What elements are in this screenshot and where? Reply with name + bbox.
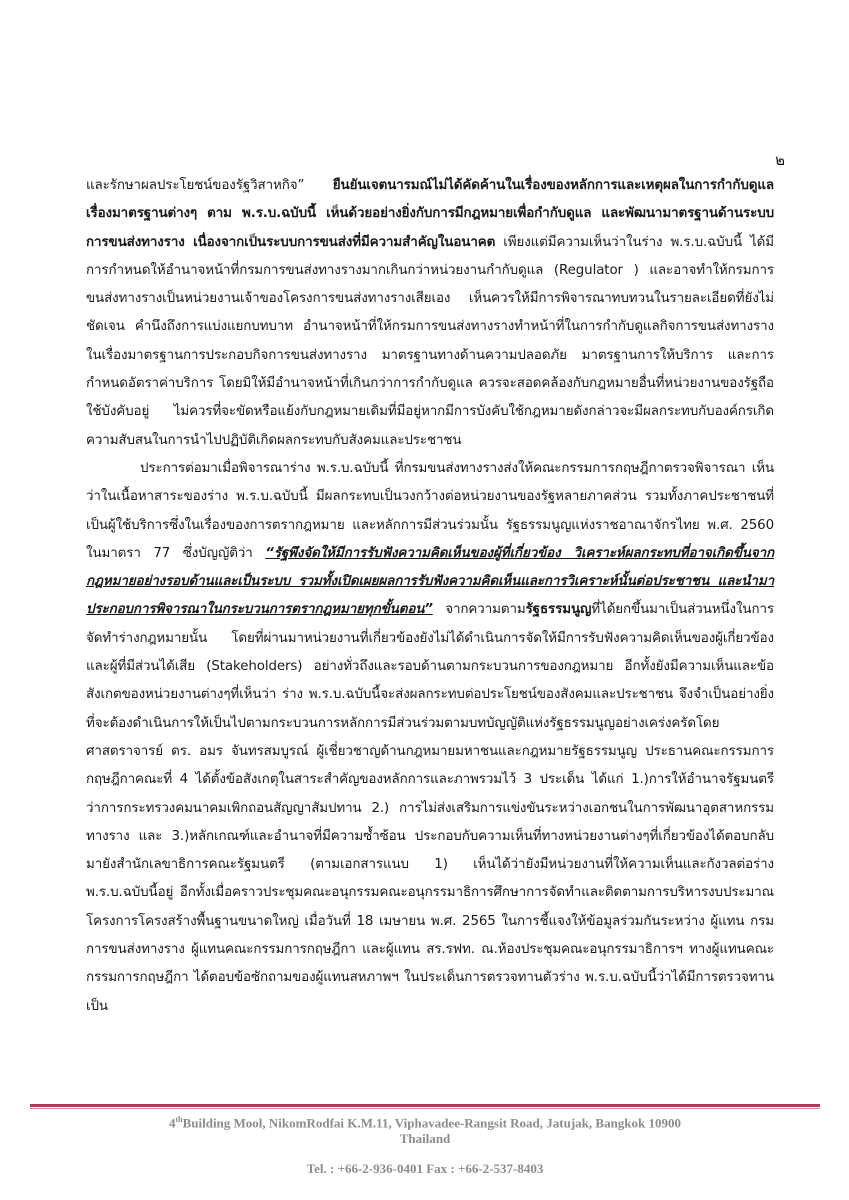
- footer-address: Building Mool, NikomRodfai K.M.11, Viphavadee-Rangsit Road, Jatujak, Bangkok 10900: [182, 1115, 682, 1131]
- footer-floor-suffix: th: [175, 1115, 183, 1124]
- footer-address-line: [60, 1112, 790, 1131]
- page-number: ๒: [775, 151, 785, 169]
- footer-divider-thin: [30, 1108, 820, 1109]
- footer-contact: Tel. : +66-2-936-0401 Fax : +66-2-537-8403: [306, 1161, 544, 1177]
- bold-text-run: รัฐธรรมนูญ: [525, 602, 592, 618]
- body-paragraph: [86, 455, 774, 1021]
- body-paragraph: [86, 172, 774, 455]
- text-run: เพียงแต่มีความเห็นว่าในร่าง พ.ร.บ.ฉบับนี้ ได้มีการกำหนดให้อำนาจหน้าที่กรมการขนส่งทางรางมากเกินกว่าหน่วยงานกำกับดูแล (Regulator ) และอาจทำให้กรมการขนส่งทางรางเป็นหน่วยงานเจ้าของโครงการขนส่งทางรางเสียเอง เห็นควรให้มีการพิจารณาทบทวนในรายละเอียดที่ยังไม่ชัดเจน คำนึงถึงการแบ่งแยกบทบาท อำนาจหน้าที่ให้กรมการขนส่งทางรางทำหน้าที่ในการกำกับดูแลกิจการขนส่งทางราง ในเรื่องมาตรฐานการประกอบกิจการขนส่งทางราง มาตรฐานทางด้านความปลอดภัย มาตรฐานการให้บริการ และการกำหนดอัตราค่าบริการ โดยมิให้มีอำนาจหน้าที่เกินกว่าการกำกับดูแล ควรจะสอดคล้องกับกฎหมายอื่นที่หน่วยงานของรัฐถือใช้บังคับอยู่ ไม่ควรที่จะขัดหรือแย้งกับกฎหมายเดิมที่มีอยู่หากมีการบังคับใช้กฎหมายดังกล่าวจะมีผลกระทบกับองค์กรเกิดความสับสนในการนำไปปฏิบัติเกิดผลกระทบกับสังคมและประชาชน: [86, 234, 774, 448]
- quoted-constitution-text: “รัฐพึงจัดให้มีการรับฟังความคิดเห็นของผู้ที่เกี่ยวข้อง วิเคราะห์ผลกระทบที่อาจเกิดขึ้นจากกฎหมายอย่างรอบด้านและเป็นระบบ รวมทั้งเปิดเผยผลการรับฟังความคิดเห็นและการวิเคราะห์นั้นต่อประชาชน และนำมาประกอบการพิจารณาในกระบวนการตรากฎหมายทุกขั้นตอน”: [86, 545, 774, 618]
- footer-country: Thailand: [399, 1131, 451, 1147]
- footer-divider: [30, 1104, 820, 1107]
- footer-floor-number: 4: [168, 1115, 176, 1131]
- letter-body: [86, 172, 774, 1021]
- text-run: และรักษาผลประโยชน์ของรัฐวิสาหกิจ”: [86, 178, 333, 193]
- text-run: ที่ได้ยกขึ้นมาเป็นส่วนหนึ่งในการจัดทำร่างกฎหมายนั้น โดยที่ผ่านมาหน่วยงานที่เกี่ยวข้องยังไม่ได้ดำเนินการจัดให้มีการรับฟังความคิดเห็นของผู้เกี่ยวข้องและผู้ที่มีส่วนได้เสีย (Stakeholders) อย่างทั่วถึงและรอบด้านตามกระบวนการของกฎหมาย อีกทั้งยังมีความเห็นและข้อสังเกตของหน่วยงานต่างๆที่เห็นว่า ร่าง พ.ร.บ.ฉบับนี้จะส่งผลกระทบต่อประโยชน์ของสังคมและประชาชน จึงจำเป็นอย่างยิ่งที่จะต้องดำเนินการให้เป็นไปตามกระบวนการหลักการมีส่วนร่วมตามบทบัญญัติแห่งรัฐธรรมนูญอย่างเคร่งครัดโดยศาสตราจารย์ ดร. อมร จันทรสมบูรณ์ ผู้เชี่ยวชาญด้านกฎหมายมหาชนและกฎหมายรัฐธรรมนูญ ประธานคณะกรรมการกฤษฎีกาคณะที่ 4 ได้ตั้งข้อสังเกตุในสาระสำคัญของหลักการและภาพรวมไว้ 3 ประเด็น ได้แก่ 1.)การให้อำนาจรัฐมนตรีว่าการกระทรวงคมนาคมเพิกถอนสัญญาสัมปทาน 2.) การไม่ส่งเสริมการแข่งขันระหว่างเอกชนในการพัฒนาอุตสาหกรรมทางราง และ 3.)หลักเกณฑ์และอำนาจที่มีความซ้ำซ้อน ประกอบกับความเห็นที่ทางหน่วยงานต่างๆที่เกี่ยวข้องได้ตอบกลับมายังสำนักเลขาธิการคณะรัฐมนตรี (ตามเอกสารแนบ 1) เห็นได้ว่ายังมีหน่วยงานที่ให้ความเห็นและกังวลต่อร่าง พ.ร.บ.ฉบับนี้อยู่ อีกทั้งเมื่อคราวประชุมคณะอนุกรรมคณะอนุกรรมาธิการศึกษาการจัดทำและติดตามการบริหารงบประมาณโครงการโครงสร้างพื้นฐานขนาดใหญ่ เมื่อวันที่ 18 เมษายน พ.ศ. 2565 ในการชี้แจงให้ข้อมูลร่วมกันระหว่าง ผู้แทน กรมการขนส่งทางราง ผู้แทนคณะกรรมการกฤษฎีกา และผู้แทน สร.รฟท. ณ.ห้องประชุมคณะอนุกรรมาธิการฯ ทางผู้แทนคณะกรรมการกฤษฎีกา ได้ตอบข้อซักถามของผู้แทนสหภาพฯ ในประเด็นการตรวจทานตัวร่าง พ.ร.บ.ฉบับนี้ว่าได้มีการตรวจทานเป็น: [86, 602, 774, 1014]
- letterhead-footer: [60, 1112, 790, 1177]
- text-run: จากความตาม: [432, 602, 526, 618]
- bold-text-run: ยืนยันเจตนารมณ์ไม่ได้คัดค้านในเรื่องของหลักการและเหตุผลในการกำกับดูแลเรื่องมาตรฐานต่างๆ ตาม พ.ร.บ.ฉบับนี้ เห็นด้วยอย่างยิ่งกับการมีกฎหมายเพื่อกำกับดูแล และพัฒนามาตรฐานด้านระบบการขนส่งทางราง เนื่องจากเป็นระบบการขนส่งที่มีความสำคัญในอนาคต: [86, 178, 774, 250]
- text-run: ประการต่อมาเมื่อพิจารณาร่าง พ.ร.บ.ฉบับนี้ ที่กรมขนส่งทางรางส่งให้คณะกรรมการกฤษฎีกาตรวจพิจารณา เห็นว่าในเนื้อหาสาระของร่าง พ.ร.บ.ฉบับนี้ มีผลกระทบเป็นวงกว้างต่อหน่วยงานของรัฐหลายภาคส่วน รวมทั้งภาคประชาชนที่เป็นผู้ใช้บริการซึ่งในเรื่องของการตรากฎหมาย และหลักการมีส่วนร่วมนั้น รัฐธรรมนูญแห่งราชอาณาจักรไทย พ.ศ. 2560 ในมาตรา 77 ซึ่งบัญญัติว่า: [86, 460, 774, 561]
